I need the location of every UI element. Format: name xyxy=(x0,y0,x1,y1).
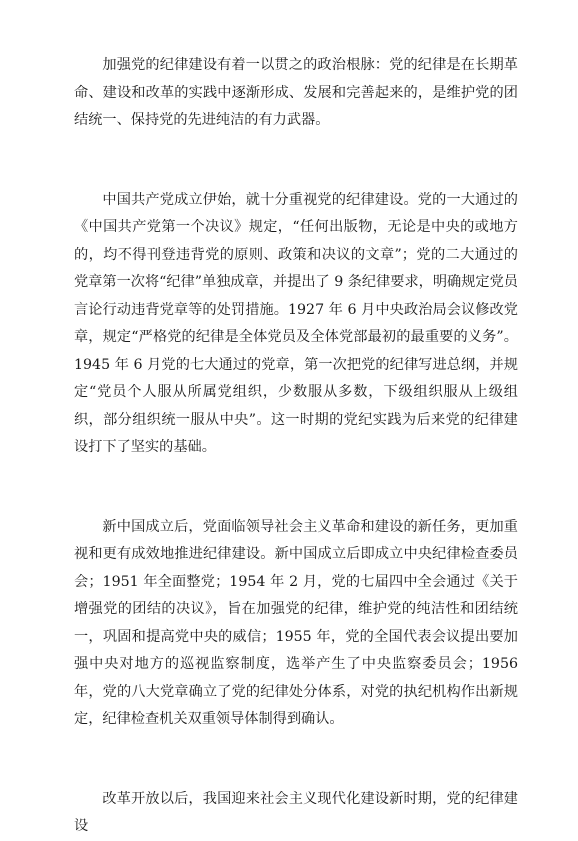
paragraph-1: 加强党的纪律建设有着一以贯之的政治根脉：党的纪律是在长期革命、建设和改革的实践中逐渐形成、发展和完善起来的，是维护党的团结统一、保持党的先进纯洁的有力武器。 xyxy=(74,57,518,128)
paragraph-3: 新中国成立后，党面临领导社会主义革命和建设的新任务，更加重视和更有成效地推进纪律建设。新中国成立后即成立中央纪律检查委员会；1951 年全面整党；1954 年 2 月，党的七届四中全会通过《关于增强党的团结的决议》，旨在加强党的纪律，维护党的纯洁性和团结统一，巩固和提高党中央的威信；1955 年，党的全国代表会议提出要加强中央对地方的巡视监察制度，选举产生了中央监察委员会；1956 年，党的八大党章确立了党的纪律处分体系，对党的执纪机构作出新规定，纪律检查机关双重领导体制得到确认。 xyxy=(74,518,518,727)
paragraph-2: 中国共产党成立伊始，就十分重视党的纪律建设。党的一大通过的《中国共产党第一个决议》规定，“任何出版物，无论是中央的或地方的，均不得刊登违背党的原则、政策和决议的文章”；党的二大通过的党章第一次将“纪律”单独成章，并提出了 9 条纪律要求，明确规定党员言论行动违背党章等的处罚措施。1927 年 6 月中央政治局会议修改党章，规定“严格党的纪律是全体党员及全体党部最初的最重要的义务”。1945 年 6 月党的七大通过的党章，第一次把党的纪律写进总纲，并规定“党员个人服从所属党组织，少数服从多数，下级组织服从上级组织，部分组织统一服从中央”。这一时期的党纪实践为后来党的纪律建设打下了坚实的基础。 xyxy=(74,191,518,455)
document-body xyxy=(74,52,518,841)
paragraph-4: 改革开放以后，我国迎来社会主义现代化建设新时期，党的纪律建设 xyxy=(74,790,518,834)
